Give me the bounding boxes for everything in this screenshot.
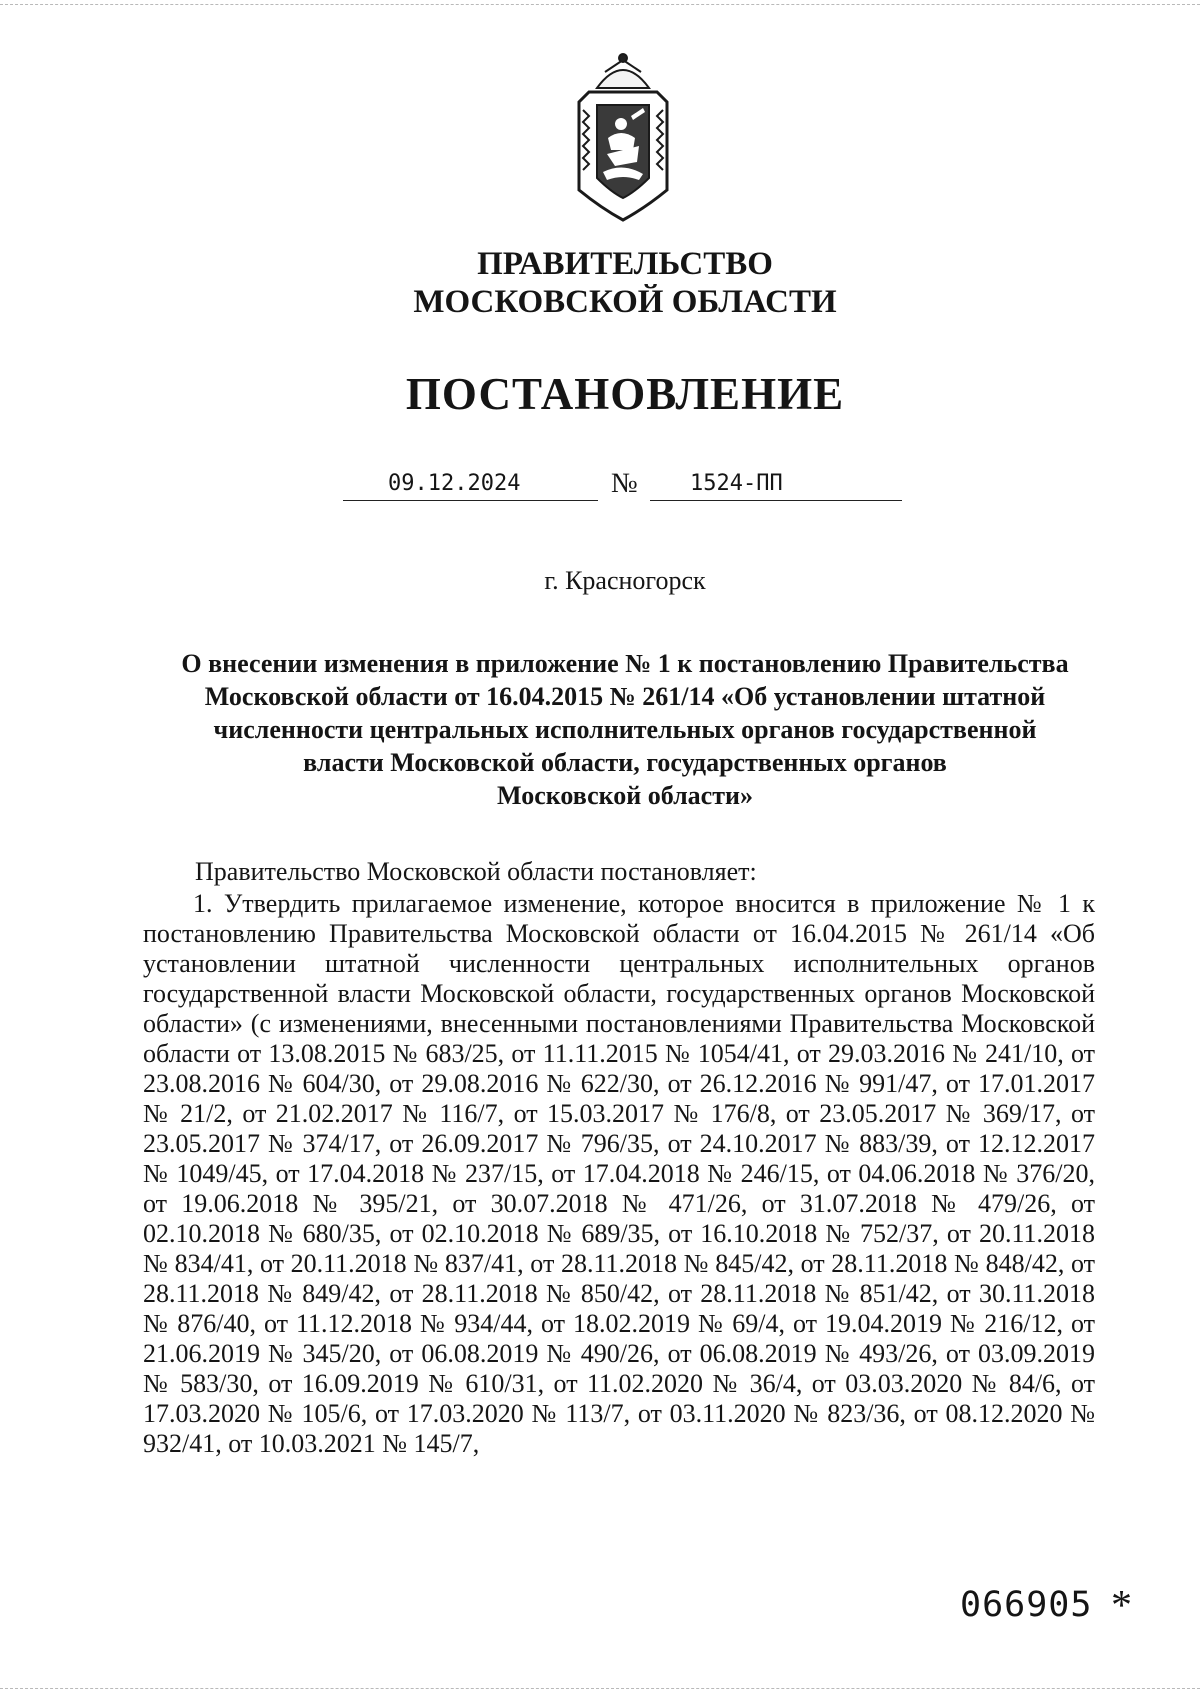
document-place: г. Красногорск	[544, 566, 706, 595]
scan-top-edge	[0, 4, 1200, 6]
document-type-title: ПОСТАНОВЛЕНИЕ	[405, 369, 845, 419]
subject-line: О внесении изменения в приложение № 1 к постановлению Правительства	[181, 649, 1069, 678]
subject-line: Московской области от 16.04.2015 № 261/14 «Об установлении штатной	[204, 682, 1046, 711]
coat-of-arms-icon	[563, 50, 683, 230]
preamble: Правительство Московской области постановляет:	[195, 857, 757, 886]
document-serial-number: 066905	[960, 1585, 1093, 1625]
asterisk-mark: *	[1111, 1583, 1132, 1629]
document-number: 1524-ПП	[690, 471, 783, 496]
subject-line: численности центральных исполнительных органов государственной	[213, 715, 1037, 744]
document-number-field	[650, 466, 902, 501]
scan-bottom-edge	[0, 1688, 1200, 1690]
paragraph-1: 1. Утвердить прилагаемое изменение, которое вносится в приложение № 1 к постановлению Правительства Московской области от 16.04.2015 № 261/14 «Об установлении штатной численности центральных исполнительных органов государственной власти Московской области, государственных органов Московской области» (с изменениями, внесенными постановлениями Правительства Московской области от 13.08.2015 № 683/25, от 11.11.2015 № 1054/41, от 29.03.2016 № 241/10, от 23.08.2016 № 604/30, от 29.08.2016 № 622/30, от 26.12.2016 № 991/47, от 17.01.2017 № 21/2, от 21.02.2017 № 116/7, от 15.03.2017 № 176/8, от 23.05.2017 № 369/17, от 23.05.2017 № 374/17, от 26.09.2017 № 796/35, от 24.10.2017 № 883/39, от 12.12.2017 № 1049/45, от 17.04.2018 № 237/15, от 17.04.2018 № 246/15, от 04.06.2018 № 376/20, от 19.06.2018 № 395/21, от 30.07.2018 № 471/26, от 31.07.2018 № 479/26, от 02.10.2018 № 680/35, от 02.10.2018 № 689/35, от 16.10.2018 № 752/37, от 20.11.2018 № 834/41, от 20.11.2018 № 837/41, от 28.11.2018 № 845/42, от 28.11.2018 № 848/42, от 28.11.2018 № 849/42, от 28.11.2018 № 850/42, от 28.11.2018 № 851/42, от 30.11.2018 № 876/40, от 11.12.2018 № 934/44, от 18.02.2019 № 69/4, от 19.04.2019 № 216/12, от 21.06.2019 № 345/20, от 06.08.2019 № 490/26, от 06.08.2019 № 493/26, от 03.09.2019 № 583/30, от 16.09.2019 № 610/31, от 11.02.2020 № 36/4, от 03.03.2020 № 84/6, от 17.03.2020 № 105/6, от 17.03.2020 № 113/7, от 03.11.2020 № 823/36, от 08.12.2020 № 932/41, от 10.03.2021 № 145/7,	[143, 889, 1095, 1458]
document-date: 09.12.2024	[388, 471, 521, 496]
organization-name-line2: МОСКОВСКОЙ ОБЛАСТИ	[413, 284, 837, 320]
subject-line: власти Московской области, государственных органов	[303, 748, 947, 777]
organization-name-line1: ПРАВИТЕЛЬСТВО	[477, 246, 773, 282]
document-date-field	[343, 466, 598, 501]
subject-line: Московской области»	[497, 781, 753, 810]
number-sign: №	[611, 468, 638, 499]
document-subject	[120, 647, 1130, 812]
